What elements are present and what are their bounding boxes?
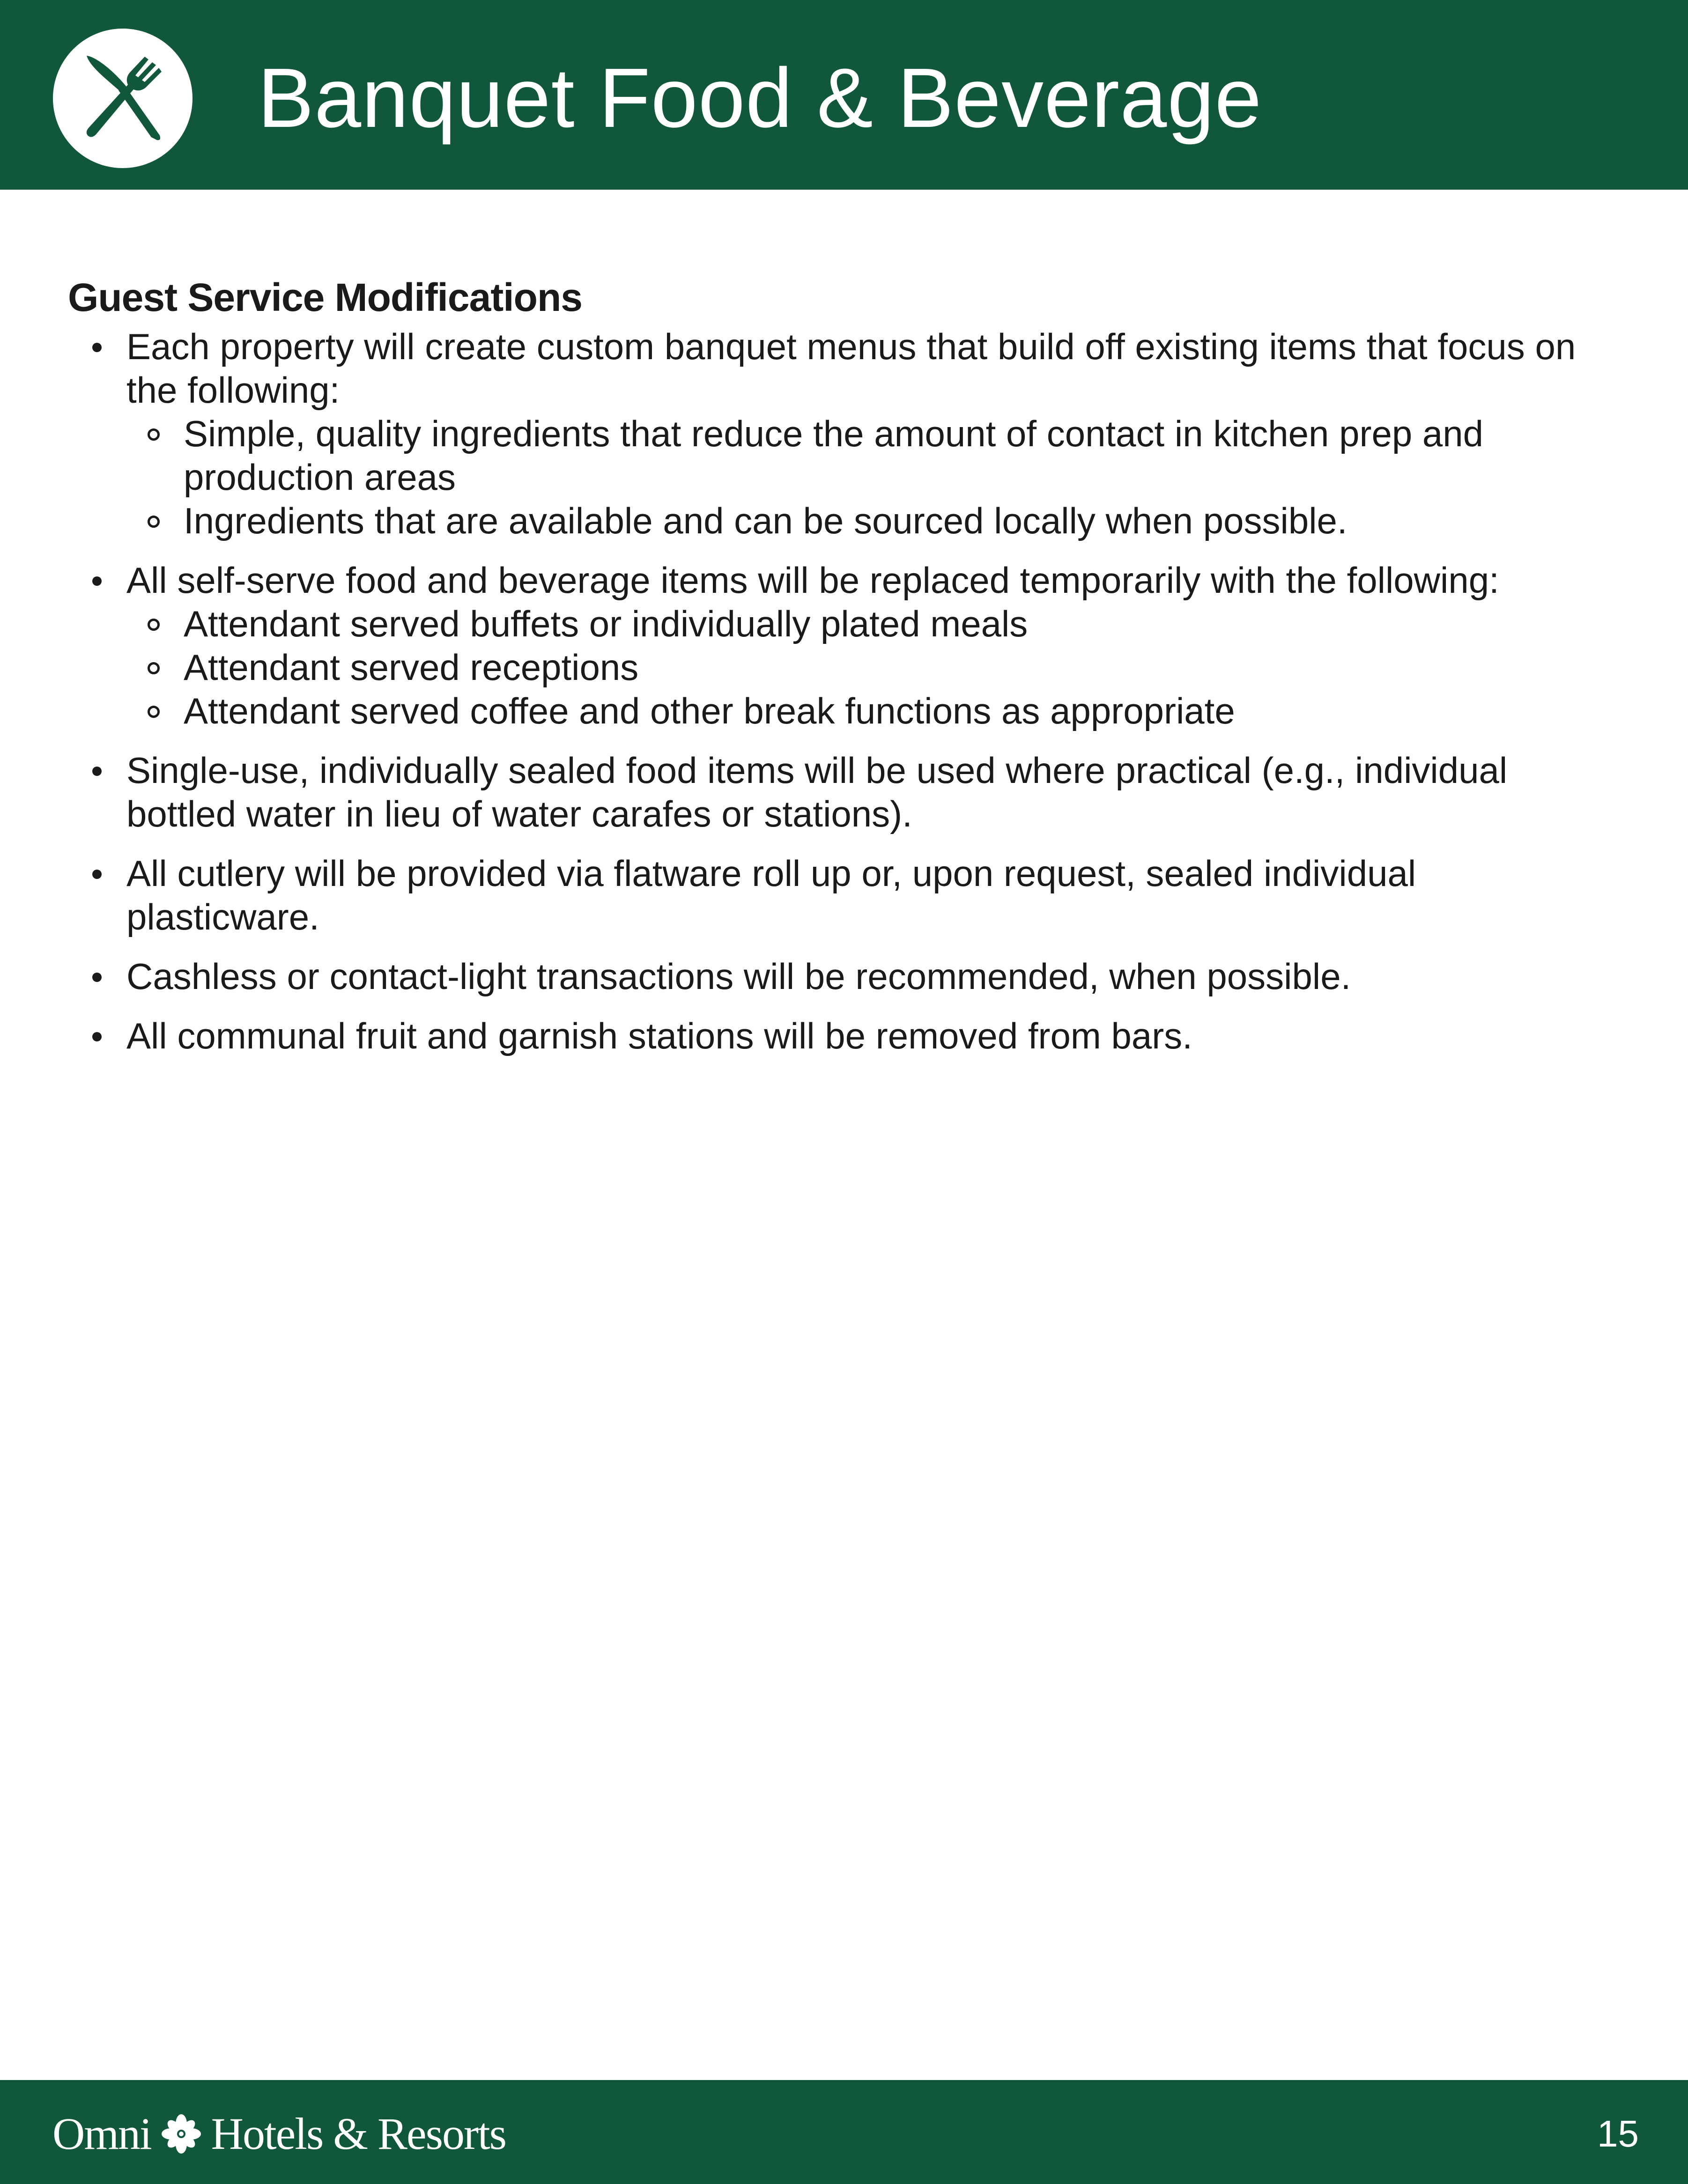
list-item-text: All cutlery will be provided via flatware roll up or, upon request, sealed individual plasticware.	[126, 853, 1416, 937]
bullet-icon	[92, 1032, 102, 1041]
list-item	[68, 1014, 1614, 1058]
hollow-bullet-icon	[148, 428, 160, 441]
bullet-list	[68, 325, 1614, 1058]
sub-list-item	[126, 499, 1614, 543]
sub-list-item	[126, 689, 1614, 733]
fork-knife-icon	[53, 29, 192, 168]
sub-bullet-list	[126, 412, 1614, 543]
list-item	[68, 559, 1614, 733]
bullet-icon	[92, 343, 102, 352]
logo-text-omni: Omni	[52, 2109, 151, 2159]
list-item-text: Cashless or contact-light transactions will be recommended, when possible.	[126, 956, 1351, 997]
list-item-text: Single-use, individually sealed food items will be used where practical (e.g., individual bottled water in lieu of water carafes or stations).	[126, 750, 1508, 834]
hollow-bullet-icon	[148, 662, 160, 674]
bullet-icon	[92, 870, 102, 879]
content-body	[68, 272, 1614, 1074]
hollow-bullet-icon	[148, 619, 160, 631]
bullet-icon	[92, 576, 102, 586]
list-item	[68, 852, 1614, 939]
header-bar	[0, 0, 1688, 190]
bullet-icon	[92, 973, 102, 982]
hollow-bullet-icon	[148, 516, 160, 528]
footer-bar	[0, 2080, 1688, 2184]
sub-list-item-text: Simple, quality ingredients that reduce the amount of contact in kitchen prep and production areas	[184, 413, 1484, 498]
omni-flower-logo-icon	[158, 2110, 205, 2157]
sub-list-item-text: Attendant served coffee and other break functions as appropriate	[184, 690, 1235, 731]
sub-list-item	[126, 646, 1614, 689]
page-title: Banquet Food & Beverage	[258, 51, 1262, 145]
logo-text-hotels-resorts: Hotels & Resorts	[211, 2109, 506, 2159]
list-item-text: All communal fruit and garnish stations will be removed from bars.	[126, 1015, 1192, 1056]
sub-bullet-list	[126, 602, 1614, 733]
sub-list-item	[126, 412, 1614, 499]
sub-list-item	[126, 602, 1614, 646]
list-item	[68, 749, 1614, 836]
list-item	[68, 955, 1614, 998]
sub-list-item-text: Ingredients that are available and can be sourced locally when possible.	[184, 500, 1347, 541]
list-item-text: Each property will create custom banquet menus that build off existing items that focus on the following:	[126, 326, 1576, 411]
list-item	[68, 325, 1614, 543]
omni-hotels-logo	[52, 2108, 506, 2160]
sub-list-item-text: Attendant served receptions	[184, 647, 639, 688]
hollow-bullet-icon	[148, 706, 160, 718]
sub-list-item-text: Attendant served buffets or individually plated meals	[184, 603, 1028, 644]
section-heading: Guest Service Modifications	[68, 275, 582, 319]
bullet-icon	[92, 767, 102, 776]
list-item-text: All self-serve food and beverage items will be replaced temporarily with the following:	[126, 560, 1499, 601]
page-number: 15	[1597, 2113, 1639, 2154]
